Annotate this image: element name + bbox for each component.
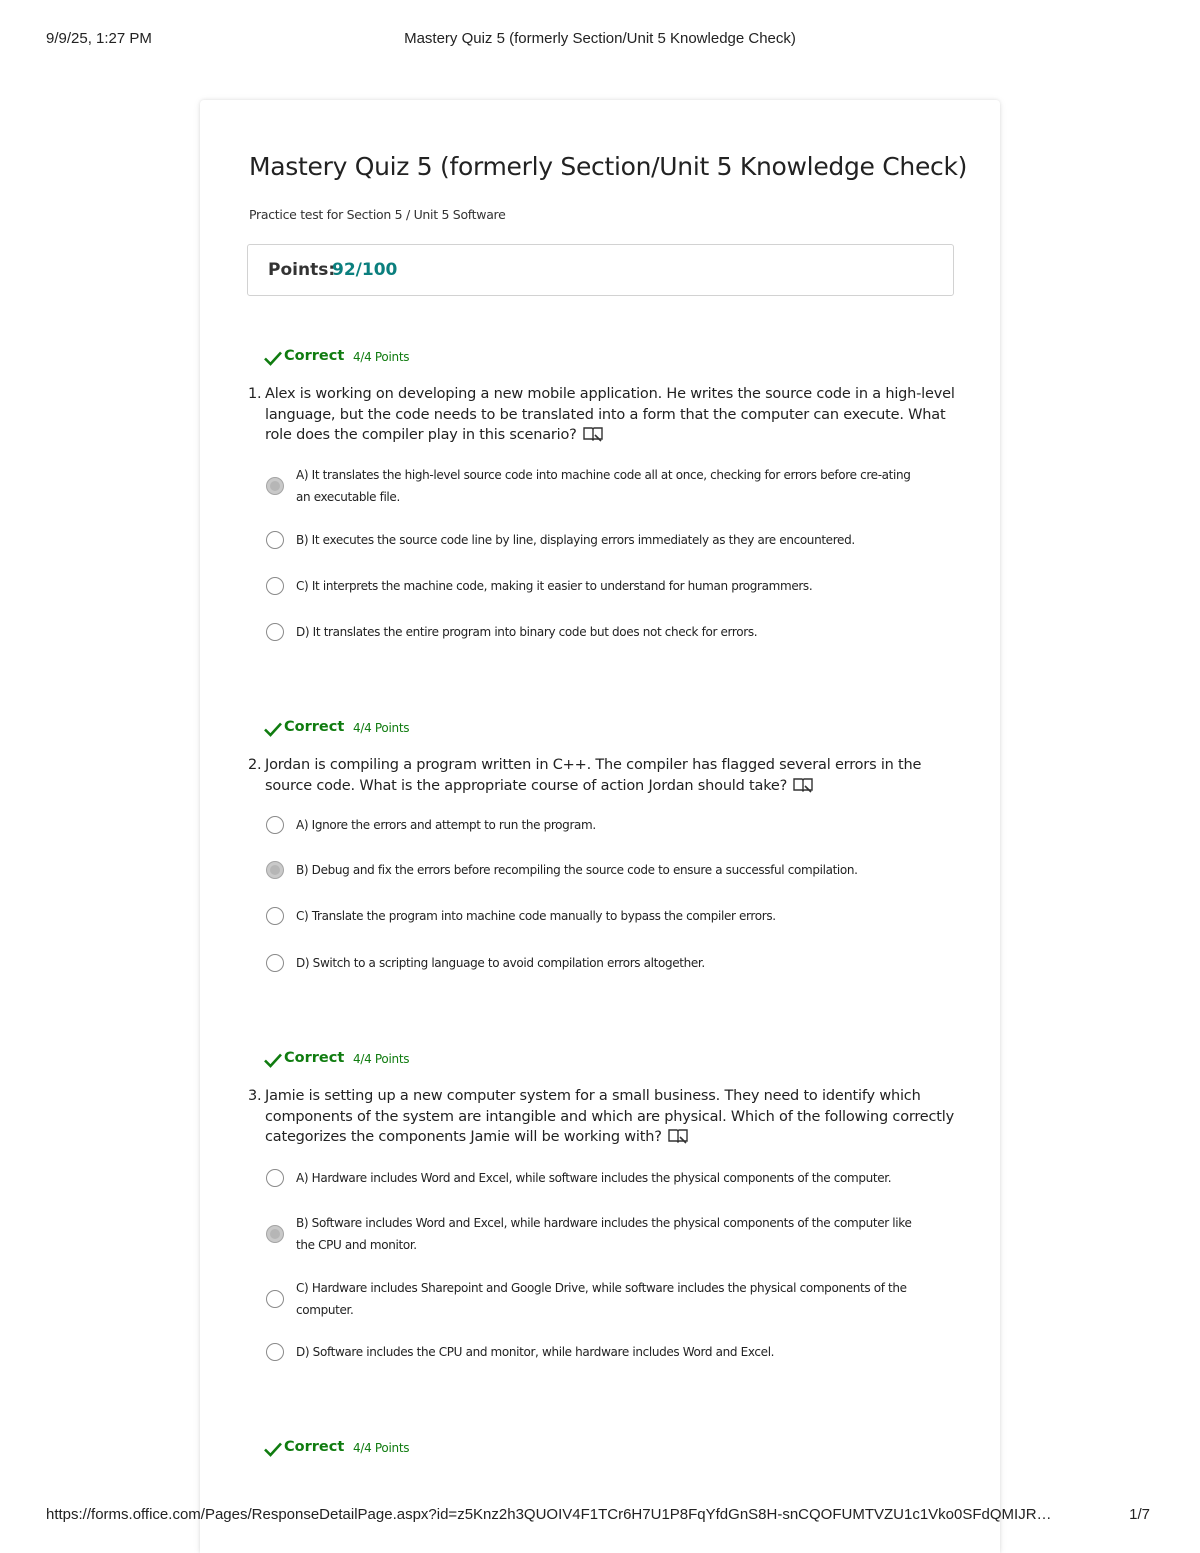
quiz-subtitle: Practice test for Section 5 / Unit 5 Software <box>249 207 506 222</box>
print-footer <box>46 1506 1154 1526</box>
print-header <box>46 30 1154 50</box>
answer-option[interactable] <box>266 1341 916 1363</box>
question-number: 2. <box>248 757 262 773</box>
print-page-title: Mastery Quiz 5 (formerly Section/Unit 5 Knowledge Check) <box>404 30 796 47</box>
question-points: 4/4 Points <box>353 1052 410 1066</box>
radio-button-selected[interactable] <box>266 477 284 495</box>
answer-option[interactable] <box>266 905 916 927</box>
checkmark-icon <box>263 348 283 368</box>
answer-option[interactable] <box>266 859 916 881</box>
radio-button-selected[interactable] <box>266 1225 284 1243</box>
points-label: Points: <box>268 260 336 280</box>
option-text: A) Ignore the errors and attempt to run the program. <box>296 818 596 832</box>
status-label: Correct <box>284 348 345 364</box>
option-text: D) It translates the entire program into binary code but does not check for errors. <box>296 625 758 639</box>
radio-button[interactable] <box>266 623 284 641</box>
radio-button[interactable] <box>266 1169 284 1187</box>
option-text: C) Translate the program into machine code manually to bypass the compiler errors. <box>296 909 776 923</box>
answer-option[interactable] <box>266 814 916 836</box>
option-text: B) Software includes Word and Excel, while hardware includes the physical components of the computer like the CPU and monitor. <box>296 1216 912 1252</box>
answer-option[interactable] <box>266 1277 916 1321</box>
radio-button[interactable] <box>266 531 284 549</box>
option-text: C) Hardware includes Sharepoint and Google Drive, while software includes the physical components of the computer. <box>296 1281 907 1317</box>
points-summary <box>247 244 954 296</box>
option-text: A) Hardware includes Word and Excel, while software includes the physical components of the computer. <box>296 1171 892 1185</box>
answer-option[interactable] <box>266 621 916 643</box>
question-number: 3. <box>248 1088 262 1104</box>
immersive-reader-icon[interactable] <box>583 426 603 442</box>
radio-button[interactable] <box>266 954 284 972</box>
print-page-number: 1/7 <box>1129 1506 1150 1523</box>
option-text: B) It executes the source code line by line, displaying errors immediately as they are encountered. <box>296 533 855 547</box>
status-label: Correct <box>284 1050 345 1066</box>
question-number: 1. <box>248 386 262 402</box>
radio-button[interactable] <box>266 1343 284 1361</box>
answer-option[interactable] <box>266 952 916 974</box>
question-points: 4/4 Points <box>353 1441 410 1455</box>
radio-button-selected[interactable] <box>266 861 284 879</box>
checkmark-icon <box>263 1439 283 1459</box>
question-points: 4/4 Points <box>353 721 410 735</box>
radio-button[interactable] <box>266 907 284 925</box>
option-text: D) Software includes the CPU and monitor, while hardware includes Word and Excel. <box>296 1345 775 1359</box>
question-body: Alex is working on developing a new mobile application. He writes the source code in a high-level language, but the code needs to be translated into a form that the computer can execute. What role does the compiler play in this scenario? <box>265 386 955 443</box>
points-value: 92/100 <box>332 260 398 280</box>
question-text <box>248 384 958 446</box>
option-text: B) Debug and fix the errors before recompiling the source code to ensure a successful compilation. <box>296 863 858 877</box>
immersive-reader-icon[interactable] <box>668 1128 688 1144</box>
question-body: Jamie is setting up a new computer system for a small business. They need to identify which components of the system are intangible and which are physical. Which of the following correctly categorizes the components Jamie will be working with? <box>265 1088 954 1145</box>
print-date: 9/9/25, 1:27 PM <box>46 30 152 47</box>
radio-button[interactable] <box>266 816 284 834</box>
question-body: Jordan is compiling a program written in C++. The compiler has flagged several errors in the source code. What is the appropriate course of action Jordan should take? <box>265 757 922 794</box>
answer-option[interactable] <box>266 1212 916 1256</box>
status-label: Correct <box>284 719 345 735</box>
answer-option[interactable] <box>266 464 916 508</box>
answer-option[interactable] <box>266 1167 916 1189</box>
option-text: A) It translates the high-level source code into machine code all at once, checking for errors before cre-ating an executable file. <box>296 468 911 504</box>
option-text: D) Switch to a scripting language to avoid compilation errors altogether. <box>296 956 705 970</box>
answer-option[interactable] <box>266 575 916 597</box>
radio-button[interactable] <box>266 1290 284 1308</box>
print-url: https://forms.office.com/Pages/ResponseDetailPage.aspx?id=z5Knz2h3QUOIV4F1TCr6H7U1P8FqYfdGnS8H-snCQOFUMTVZU1c1Vko0SFdQMIJR… <box>46 1506 1052 1523</box>
immersive-reader-icon[interactable] <box>793 777 813 793</box>
option-text: C) It interprets the machine code, making it easier to understand for human programmers. <box>296 579 813 593</box>
status-label: Correct <box>284 1439 345 1455</box>
radio-button[interactable] <box>266 577 284 595</box>
response-card <box>200 100 1000 1553</box>
checkmark-icon <box>263 1050 283 1070</box>
question-text <box>248 755 958 797</box>
question-text <box>248 1086 958 1148</box>
checkmark-icon <box>263 719 283 739</box>
quiz-title: Mastery Quiz 5 (formerly Section/Unit 5 Knowledge Check) <box>249 152 968 181</box>
answer-option[interactable] <box>266 529 916 551</box>
question-points: 4/4 Points <box>353 350 410 364</box>
